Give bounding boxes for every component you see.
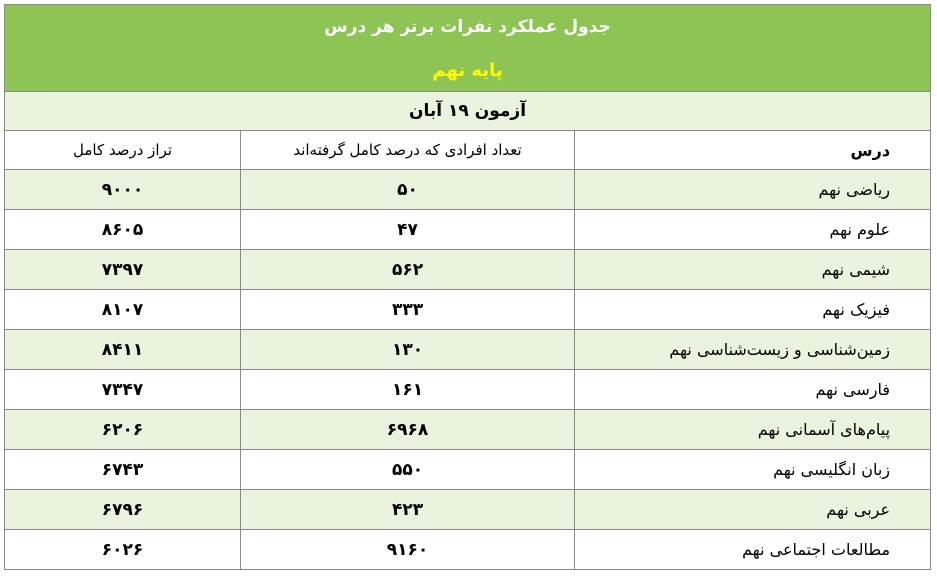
table-row (5, 450, 931, 490)
cell-count: ۵۶۲ (241, 250, 575, 290)
table-row (5, 410, 931, 450)
cell-count: ۳۳۳ (241, 290, 575, 330)
cell-count: ۵۰ (241, 170, 575, 210)
cell-subject: مطالعات اجتماعی نهم (575, 530, 931, 570)
cell-count: ۱۶۱ (241, 370, 575, 410)
table-subtitle: پایه نهم (5, 49, 931, 92)
exam-name-row (5, 92, 931, 131)
cell-score: ۸۱۰۷ (5, 290, 241, 330)
cell-score: ۶۷۴۳ (5, 450, 241, 490)
cell-subject: شیمی نهم (575, 250, 931, 290)
cell-score: ۶۷۹۶ (5, 490, 241, 530)
cell-score: ۸۶۰۵ (5, 210, 241, 250)
cell-count: ۴۲۳ (241, 490, 575, 530)
cell-count: ۴۷ (241, 210, 575, 250)
cell-subject: پیام‌های آسمانی نهم (575, 410, 931, 450)
cell-count: ۹۱۶۰ (241, 530, 575, 570)
column-header-row (5, 131, 931, 170)
cell-score: ۶۲۰۶ (5, 410, 241, 450)
performance-table-container (4, 4, 930, 570)
cell-subject: فارسی نهم (575, 370, 931, 410)
cell-score: ۶۰۲۶ (5, 530, 241, 570)
cell-subject: زبان انگلیسی نهم (575, 450, 931, 490)
header-subject: درس (575, 131, 931, 170)
table-row (5, 490, 931, 530)
table-subtitle-row (5, 49, 931, 92)
cell-subject: عربی نهم (575, 490, 931, 530)
table-row (5, 330, 931, 370)
cell-subject: علوم نهم (575, 210, 931, 250)
cell-score: ۸۴۱۱ (5, 330, 241, 370)
cell-count: ۱۳۰ (241, 330, 575, 370)
cell-subject: فیزیک نهم (575, 290, 931, 330)
cell-subject: ریاضی نهم (575, 170, 931, 210)
cell-score: ۹۰۰۰ (5, 170, 241, 210)
table-row (5, 170, 931, 210)
table-title: جدول عملکرد نفرات برتر هر درس (5, 5, 931, 50)
table-row (5, 290, 931, 330)
cell-score: ۷۳۴۷ (5, 370, 241, 410)
cell-subject: زمین‌شناسی و زیست‌شناسی نهم (575, 330, 931, 370)
table-row (5, 210, 931, 250)
table-row (5, 250, 931, 290)
header-score: تراز درصد کامل (5, 131, 241, 170)
cell-score: ۷۳۹۷ (5, 250, 241, 290)
cell-count: ۶۹۶۸ (241, 410, 575, 450)
table-row (5, 370, 931, 410)
cell-count: ۵۵۰ (241, 450, 575, 490)
table-title-row (5, 5, 931, 50)
header-count: تعداد افرادی که درصد کامل گرفته‌اند (241, 131, 575, 170)
performance-table (4, 4, 931, 570)
exam-name: آزمون ۱۹ آبان (5, 92, 931, 131)
table-row (5, 530, 931, 570)
